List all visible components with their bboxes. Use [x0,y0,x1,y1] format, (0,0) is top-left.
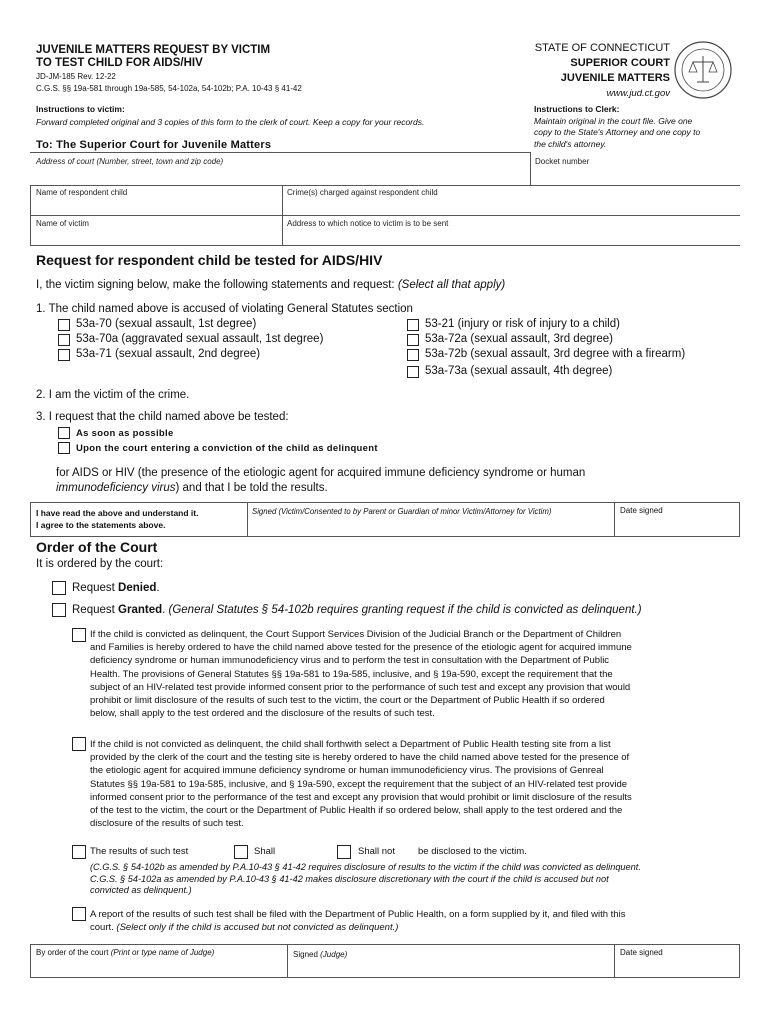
statute-checkbox[interactable] [407,349,419,361]
report-text [90,908,740,934]
notice-address-field-label: Address to which notice to victim is to be sent [287,219,449,228]
report-line1: A report of the results of such test shall be filed with the Department of Public Health, on a form supplied by it, and filed with this [90,909,626,920]
not-convicted-order-line: the etiologic agent for acquired immune deficiency syndrome or human immunodeficiency virus. The provisions of Genreal [90,765,604,777]
docket-field-label: Docket number [535,157,590,166]
court-header [470,41,670,101]
request-denied-label [72,582,160,594]
convicted-order-line: deficiency syndrome or human immunodeficiency virus and to perform the test in consultation with the Department of Public [90,655,610,667]
statement-1: 1. The child named above is accused of violating General Statutes section [36,303,413,315]
not-convicted-order-line: disclosure of the results of such test. [90,818,244,830]
divider [30,245,740,246]
report-checkbox[interactable] [72,907,86,921]
crimes-field-label: Crime(s) charged against respondent child [287,188,438,197]
address-field-label: Address of court (Number, street, town and zip code) [36,157,224,166]
divider [614,944,615,977]
statute-option: 53a-72b (sexual assault, 3rd degree with a firearm) [425,348,686,360]
request-intro [36,279,505,291]
judge-name-label [36,948,214,957]
request-granted-suffix: . [162,604,169,616]
convicted-order-line: Health. The provisions of General Statutes §§ 19a-581 to 19a-585, inclusive, and § 19a-590, except the requirement that the [90,668,613,680]
cgs-note-line: convicted as delinquent.) [90,885,192,895]
docket-field[interactable] [532,168,738,184]
test-asap-checkbox[interactable] [58,427,70,439]
divider [287,944,288,977]
acknowledgement-line1: I have read the above and understand it. [36,508,199,518]
cgs-note-line: (C.G.S. § 54-102b as amended by P.A.10-43 § 41-42 requires disclosure of results to the victim if the child was convicted as delinquent. [90,862,641,872]
convicted-order-text [90,628,740,720]
aids-statement-rest: ) and that I be told the results. [175,482,328,494]
divider [530,185,740,186]
divider [30,977,740,978]
request-granted-prefix: Request [72,604,119,616]
state-name: STATE OF CONNECTICUT [534,42,670,54]
statutes-reference: C.G.S. §§ 19a-581 through 19a-585, 54-102a, 54-102b; P.A. 10-43 § 41-42 [36,84,302,93]
form-title [36,44,270,70]
statute-option: 53a-70a (aggravated sexual assault, 1st degree) [76,333,324,345]
court-name: SUPERIOR COURT [570,57,670,69]
divider [739,944,740,977]
victim-instructions-title: Instructions to victim: [36,104,125,114]
victim-instructions-text: Forward completed original and 3 copies of this form to the clerk of court. Keep a copy for your records. [36,117,425,127]
victim-signature-label: Signed (Victim/Consented to by Parent or Guardian of minor Victim/Attorney for Victim) [252,507,552,516]
divider [530,152,531,185]
statute-option: 53a-71 (sexual assault, 2nd degree) [76,348,261,360]
statute-checkbox[interactable] [407,319,419,331]
statement-2: 2. I am the victim of the crime. [36,389,190,401]
judge-signature-field[interactable] [290,960,612,976]
judge-signature-label [293,950,347,959]
matters-name: JUVENILE MATTERS [560,72,670,84]
judge-name-field[interactable] [32,958,285,976]
clerk-instructions-title: Instructions to Clerk: [534,104,620,114]
not-convicted-order-checkbox[interactable] [72,737,86,751]
report-line2 [90,921,740,934]
not-convicted-order-line: provided by the clerk of the court and the testing site is hereby ordered to have the child named above tested for the presence of [90,752,630,764]
website: www.jud.ct.gov [606,88,670,99]
results-checkbox[interactable] [72,845,86,859]
statement-3: 3. I request that the child named above be tested: [36,411,289,423]
divider [30,944,740,945]
report-line2-text: court. [90,922,117,934]
test-asap-label: As soon as possible [76,428,174,439]
crimes-field[interactable] [284,198,738,214]
respondent-field-label: Name of respondent child [36,188,128,197]
request-granted-note: (General Statutes § 54-102b requires granting request if the child is convicted as delinquent.) [168,604,642,616]
order-heading: Order of the Court [36,539,158,555]
aids-statement-term: immunodeficiency virus [56,482,176,494]
statute-checkbox[interactable] [58,334,70,346]
request-denied-word: Denied [118,582,157,594]
form-title-line1: JUVENILE MATTERS REQUEST BY VICTIM [36,44,271,56]
statute-checkbox[interactable] [58,319,70,331]
to-court-line: To: The Superior Court for Juvenile Matters [36,139,272,151]
aids-statement [56,466,585,496]
test-upon-conviction-label: Upon the court entering a conviction of the child as delinquent [76,443,378,454]
clerk-instructions-line3: the child's attorney. [534,138,607,149]
judge-date-label: Date signed [620,948,663,957]
disclosed-label: be disclosed to the victim. [418,846,527,857]
victim-date-field[interactable] [617,516,737,535]
divider [247,502,248,536]
form-title-line2: TO TEST CHILD FOR AIDS/HIV [36,57,203,69]
request-granted-checkbox[interactable] [52,603,66,617]
judge-name-label-text: By order of the court [36,948,111,957]
statute-checkbox[interactable] [58,349,70,361]
convicted-order-line: If the child is convicted as delinquent, the Court Support Services Division of the Judicial Branch or the Department of Children [90,629,622,640]
shall-not-checkbox[interactable] [337,845,351,859]
notice-address-field[interactable] [284,229,738,244]
judge-date-field[interactable] [617,958,737,976]
divider [739,502,740,536]
respondent-field[interactable] [32,198,280,214]
acknowledgement-line2: I agree to the statements above. [36,520,166,530]
divider [30,502,740,503]
divider [30,944,31,977]
shall-checkbox[interactable] [234,845,248,859]
request-denied-suffix: . [156,582,160,594]
court-seal-icon [673,40,733,100]
divider [30,502,31,536]
divider [614,502,615,536]
statute-option: 53a-72a (sexual assault, 3rd degree) [425,333,613,345]
judge-signature-label-text: Signed [293,950,321,959]
convicted-order-checkbox[interactable] [72,628,86,642]
clerk-instructions [534,104,700,150]
divider [30,215,740,216]
clerk-instructions-line2: copy to the State's Attorney and one copy to [534,127,701,137]
not-convicted-order-line: informed consent prior to the performance of the test and except any provision that would prohibit or limit disclosure of the results [90,791,632,803]
not-convicted-order-line: If the child is not convicted as delinquent, the child shall forthwith select a Department of Public Health testing site from a list [90,739,611,750]
request-intro-text: I, the victim signing below, make the following statements and request: [36,279,398,291]
results-label: The results of such test [90,846,189,857]
convicted-order-line: below, shall apply to the test ordered and the disclosure of the results of such test. [90,708,435,720]
address-field[interactable] [30,168,528,184]
convicted-order-line: subject of an HIV-related test provide informed consent prior to the performance of such test and except any provision that would [90,681,631,693]
request-granted-label [72,604,642,616]
aids-statement-line1: for AIDS or HIV (the presence of the etiologic agent for acquired immune deficiency syndrome or human [56,467,586,479]
cgs-note-line: C.G.S. § 54-102a as amended by P.A.10-43 § 41-42 makes disclosure discretionary with the court if the child is accused but not [90,873,609,884]
statute-option: 53-21 (injury or risk of injury to a child) [425,318,620,330]
request-denied-prefix: Request [72,582,119,594]
not-convicted-order-line: Statutes §§ 19a-581 to 19a-585, inclusive, and § 19a-590, except the requirement that the subject of an HIV-related test provide [90,778,628,790]
request-granted-word: Granted [118,604,163,616]
request-intro-note: (Select all that apply) [397,279,506,291]
report-line2-note: (Select only if the child is accused but not convicted as delinquent.) [116,922,399,934]
cgs-note [90,862,740,897]
judge-name-label-note: (Print or type name of Judge) [110,948,215,957]
shall-not-label: Shall not [358,846,395,857]
divider [30,152,530,153]
convicted-order-line: and Families is hereby ordered to have the child named above tested for the presence of the etiologic agent for acquired immune [90,642,632,654]
shall-label: Shall [254,846,276,857]
not-convicted-order-line: of the test to the victim, the court or the Department of Public Health if so ordered below, shall apply to the test ordered and the [90,805,623,817]
victim-field-label: Name of victim [36,219,89,228]
divider [30,536,740,537]
victim-date-label: Date signed [620,506,663,515]
divider [30,185,530,186]
judge-signature-label-note: (Judge) [320,950,348,959]
aids-statement-line2 [56,481,585,496]
acknowledgement [36,507,198,531]
statute-checkbox[interactable] [407,366,419,378]
statute-option: 53a-70 (sexual assault, 1st degree) [76,318,257,330]
order-intro: It is ordered by the court: [36,558,164,570]
test-upon-conviction-checkbox[interactable] [58,442,70,454]
request-denied-checkbox[interactable] [52,581,66,595]
statute-option: 53a-73a (sexual assault, 4th degree) [425,365,613,377]
convicted-order-line: prohibit or limit disclosure of the results of such test to the victim, the court or the Department of Public Health if so ordered [90,695,605,707]
clerk-instructions-line1: Maintain original in the court file. Give one [534,115,693,126]
victim-field[interactable] [32,229,280,244]
not-convicted-order-text [90,738,740,830]
request-heading: Request for respondent child be tested for AIDS/HIV [36,252,383,268]
form-number: JD-JM-185 Rev. 12-22 [36,72,116,81]
statute-checkbox[interactable] [407,334,419,346]
victim-signature-field[interactable] [250,516,612,535]
